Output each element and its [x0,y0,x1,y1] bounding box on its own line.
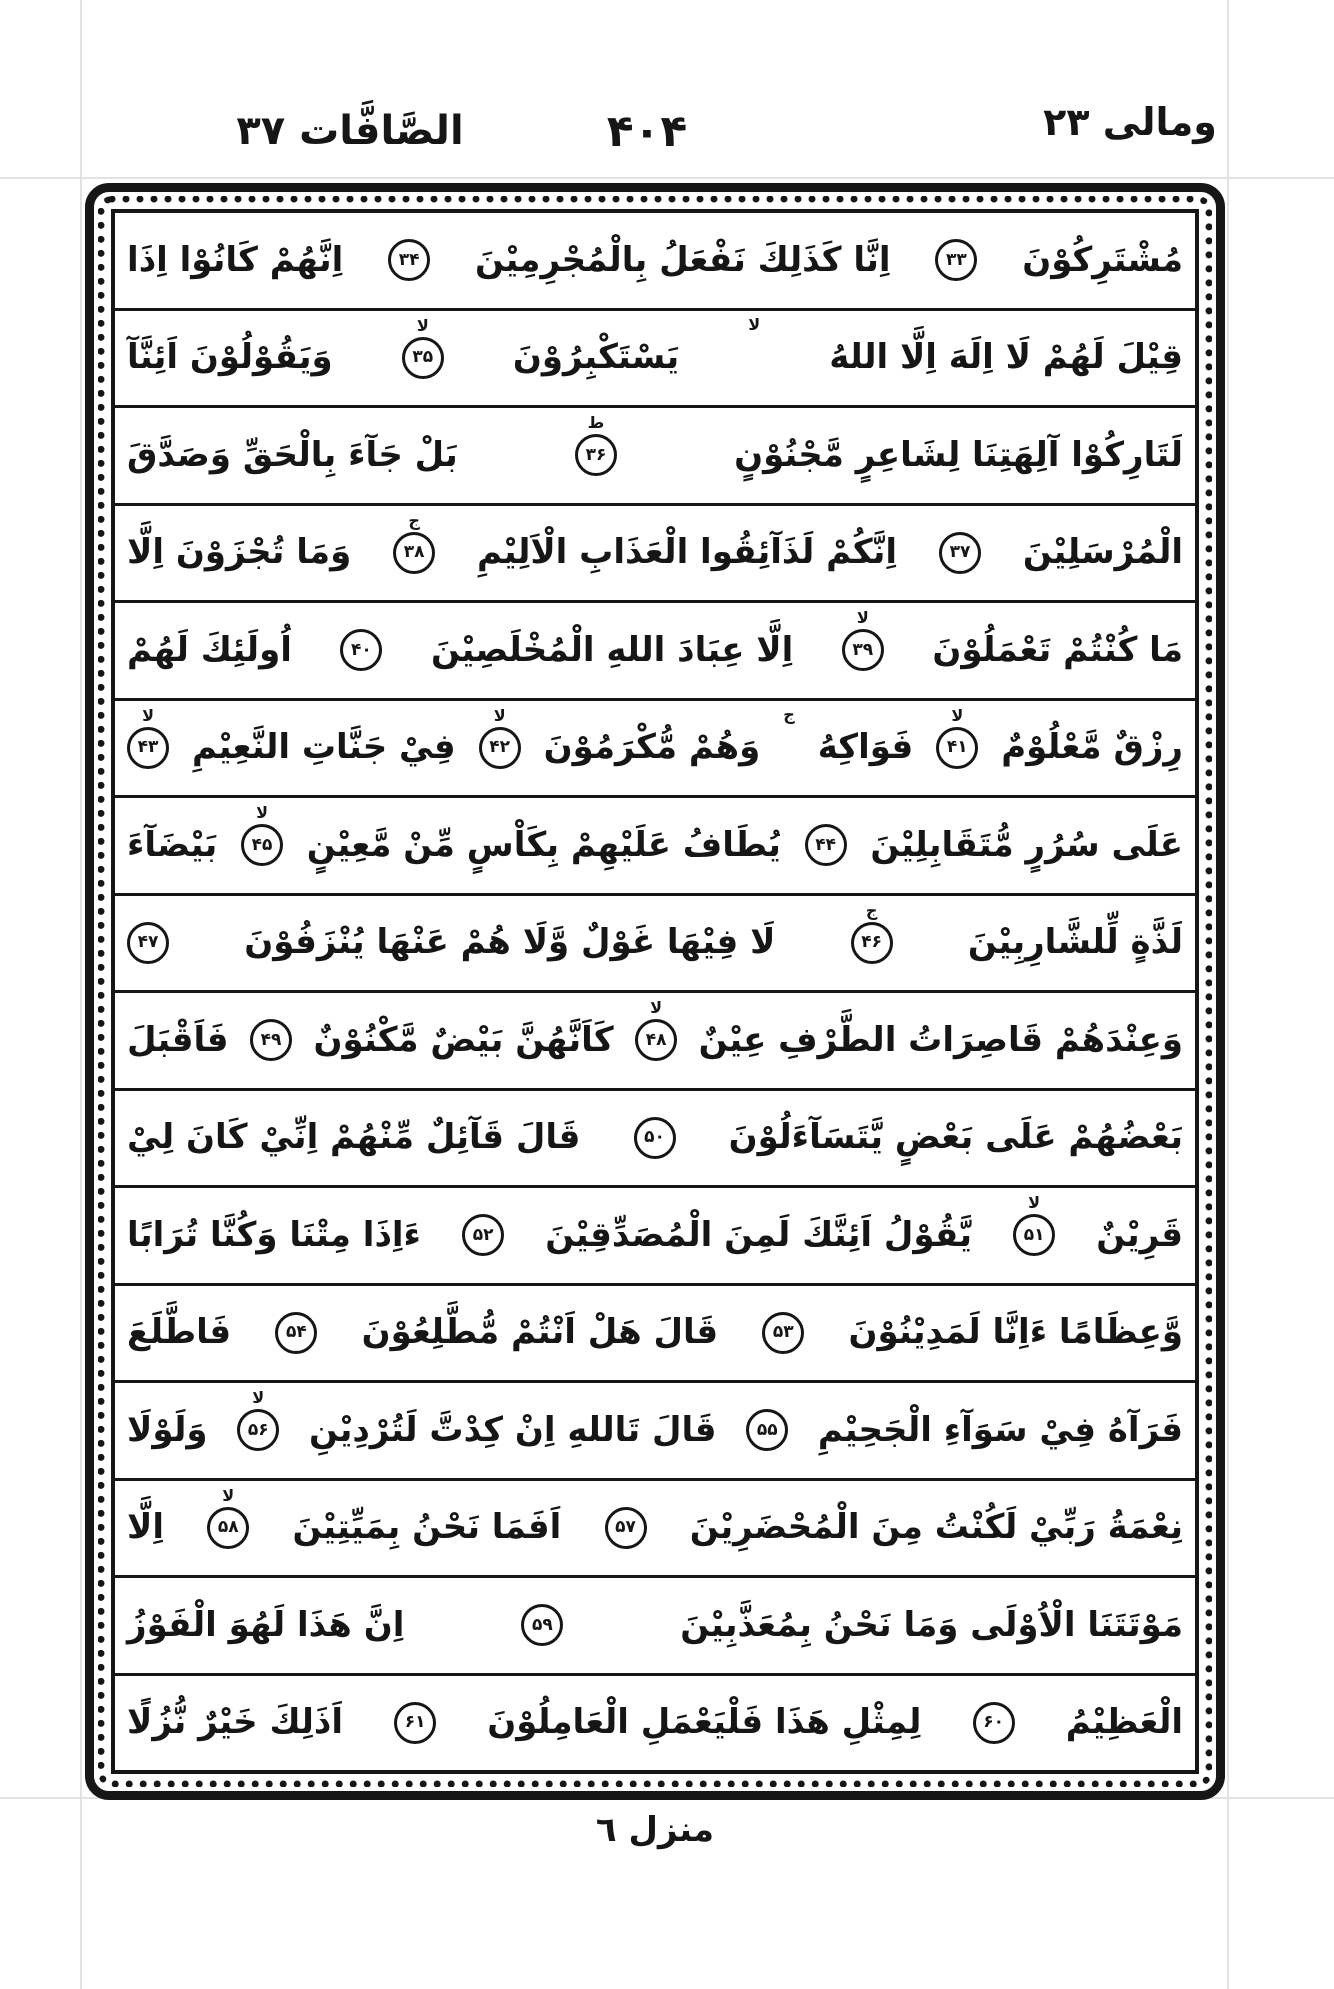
ayah-number: ۴۸ [645,1029,667,1050]
quran-line [115,896,1195,994]
ayah-text: وَهُمْ مُّكْرَمُوْنَ [543,727,761,768]
ayah-text: قَالَ تَاللهِ اِنْ كِدْتَّ لَتُرْدِيْنِ [308,1409,717,1450]
ayah-end-marker [936,705,978,769]
ayah-number: ۳۴ [398,249,420,270]
waqf-mark: لا [951,705,964,725]
surah-title: الصَّافَّات ٣٧ [236,108,464,154]
ayah-text: رِزْقٌ مَّعْلُوْمٌ [1001,727,1183,768]
ayah-text: فِيْ جَنَّاتِ النَّعِيْمِ [192,727,456,768]
manzil-label: منزل ٦ [595,1810,715,1850]
ayah-end-marker [635,998,677,1061]
ayah-end-marker [805,824,847,866]
ayah-text: اِلَّا [127,1507,164,1548]
ayah-text: الْمُرْسَلِيْنَ [1022,532,1183,573]
ayah-end-marker [237,1388,279,1451]
ayah-number: ۴۵ [251,834,273,855]
ayah-number: ۳۸ [403,542,425,563]
quran-line [115,506,1195,604]
ayah-number: ۴۹ [260,1029,282,1050]
ayah-end-marker [575,413,617,476]
page-fold-line-top [0,177,1334,179]
ayah-end-marker [340,629,382,671]
quran-line [115,603,1195,701]
quran-line [115,213,1195,311]
ayah-text: فَرَآهُ فِيْ سَوَآءِ الْجَحِيْمِ [817,1409,1183,1450]
ayah-text: وَلَوْلَا [127,1409,208,1450]
ayah-end-marker [250,1019,292,1061]
ayah-number: ۵۴ [286,1322,307,1343]
ayah-number: ۵۰ [644,1127,665,1148]
ayah-text: اَفَمَا نَحْنُ بِمَيِّتِيْنَ [292,1507,562,1548]
ayah-number: ۵۷ [615,1517,636,1538]
waqf-mark: لا [650,998,663,1018]
ayah-text: بَيْضَآءَ [127,824,218,865]
ayah-text: وَيَقُوْلُوْنَ اَئِنَّآ [127,337,333,378]
ayah-text: اُولَئِكَ لَهُمْ [127,629,292,670]
quran-line [115,798,1195,896]
waqf-mark: لا [1028,1193,1041,1213]
ayah-text: اِنَّكُمْ لَذَآئِقُوا الْعَذَابِ الْاَلِيْمِ [477,532,898,573]
ayah-text: قَالَ قَآئِلٌ مِّنْهُمْ اِنِّيْ كَانَ لِيْ [127,1117,581,1158]
ayah-text: قَالَ هَلْ اَنْتُمْ مُّطَّلِعُوْنَ [361,1312,719,1353]
ayah-number: ۴۳ [137,737,159,758]
ayah-number: ۳۳ [946,249,967,270]
waqf-mark: لا [252,1388,265,1408]
ayah-text: فَاَقْبَلَ [127,1019,229,1060]
quran-line [115,993,1195,1091]
ayah-text: الْعَظِيْمُ [1065,1702,1183,1743]
ayah-end-marker [521,1604,563,1646]
quran-line [115,1481,1195,1579]
ayah-end-marker [127,705,169,769]
ayah-end-marker [1013,1193,1055,1256]
waqf-mark: ج [408,510,420,530]
page-edge-line-right [1227,0,1229,1989]
ayah-text: بَلْ جَآءَ بِالْحَقِّ وَصَدَّقَ [127,434,458,475]
ayah-number: ۵۱ [1023,1224,1045,1245]
ayah-text: مَوْتَتَنَا الْاُوْلَى وَمَا نَحْنُ بِمُعَذَّبِيْنَ [680,1604,1183,1645]
ayah-end-marker [935,239,977,281]
ayah-number: ۶۱ [404,1712,426,1733]
ayah-text: فَوَاكِهُ [817,727,914,768]
ayah-text: وَمَا تُجْزَوْنَ اِلَّا [127,532,352,573]
bead-border [98,196,1212,1787]
waqf-mark: لا [222,1485,235,1505]
ayah-end-marker [842,608,884,671]
ayah-text: قَرِيْنٌ [1096,1214,1183,1255]
ayah-number: ۵۵ [756,1419,778,1440]
ayah-text: لَا فِيْهَا غَوْلٌ وَّلَا هُمْ عَنْهَا يُنْزَفُوْنَ [244,922,776,963]
ayah-number: ۴۲ [489,737,511,758]
quran-line [115,1286,1195,1384]
waqf-mark: لا [256,803,268,823]
waqf-mark: لا [493,705,506,725]
ayah-text: فَاطَّلَعَ [127,1312,232,1353]
ayah-text: اِلَّا عِبَادَ اللهِ الْمُخْلَصِيْنَ [430,629,794,670]
ayah-text: لَذَّةٍ لِّلشَّارِبِيْنَ [967,922,1183,963]
page-number: ۴۰۴ [606,106,688,157]
ayah-text: قِيْلَ لَهُمْ لَا اِلَهَ اِلَّا اللهُ [829,337,1183,378]
ayah-end-marker [388,239,430,281]
ayah-end-marker [746,1409,788,1451]
ayah-number: ۳۹ [852,639,874,660]
quran-line [115,701,1195,799]
waqf-mark: لا [856,608,869,628]
ayah-number: ۵۹ [531,1614,553,1635]
ayah-text: مَا كُنْتُمْ تَعْمَلُوْنَ [932,629,1183,670]
page-border-frame [85,183,1225,1800]
ayah-number: ۵۳ [772,1322,794,1343]
ayah-number: ۵۲ [472,1224,494,1245]
ayah-text: اَذَلِكَ خَيْرٌ نُّزُلًا [127,1702,343,1743]
ayah-number: ۵۸ [217,1517,239,1538]
ayah-text: وَعِنْدَهُمْ قَاصِرَاتُ الطَّرْفِ عِيْنٌ [698,1019,1183,1060]
ayah-end-marker [851,900,893,964]
quran-line [115,1676,1195,1771]
ayah-end-marker [605,1507,647,1549]
ayah-text: كَاَنَّهُنَّ بَيْضٌ مَّكْنُوْنٌ [313,1019,614,1060]
page-edge-line-left [80,0,82,1989]
ayah-end-marker [479,705,521,769]
ayah-end-marker [394,1702,436,1744]
waqf-mark: ط [587,413,605,433]
ayah-text: لَتَارِكُوْا آلِهَتِنَا لِشَاعِرٍ مَّجْنُوْنٍ [734,434,1183,475]
quran-line [115,408,1195,506]
quran-line [115,1383,1195,1481]
ayah-end-marker [402,315,444,379]
quran-line [115,1578,1195,1676]
ayah-text: يُطَافُ عَلَيْهِمْ بِكَاْسٍ مِّنْ مَّعِيْنٍ [306,824,781,865]
ayah-number: ۵۶ [247,1419,269,1440]
ayah-text: بَعْضُهُمْ عَلَى بَعْضٍ يَّتَسَآءَلُوْنَ [728,1117,1183,1158]
ayah-end-marker [939,532,981,574]
ayah-text: اِنَّ هَذَا لَهُوَ الْفَوْزُ [127,1604,405,1645]
text-rows [111,209,1199,1774]
quran-line [115,1188,1195,1286]
waqf-mark: لا [416,315,429,335]
ayah-number: ۶۰ [983,1712,1004,1733]
ayah-text: عَلَى سُرُرٍ مُّتَقَابِلِيْنَ [870,824,1183,865]
ayah-number: ۳۶ [585,444,607,465]
ayah-number: ۴۱ [946,737,968,758]
ayah-text: نِعْمَةُ رَبِّيْ لَكُنْتُ مِنَ الْمُحْضَرِيْنَ [689,1507,1183,1548]
ayah-text: يَّقُوْلُ اَئِنَّكَ لَمِنَ الْمُصَدِّقِيْنَ [545,1214,972,1255]
ayah-end-marker [762,1312,804,1354]
ayah-number: ۴۶ [861,932,883,953]
quran-line [115,311,1195,409]
ayah-end-marker [241,803,283,866]
ayah-text: ءَاِذَا مِتْنَا وَكُنَّا تُرَابًا [127,1214,421,1255]
ayah-text: اِنَّا كَذَلِكَ نَفْعَلُ بِالْمُجْرِمِيْنَ [474,239,891,280]
ayah-number: ۳۷ [949,542,971,563]
ayah-text: لِمِثْلِ هَذَا فَلْيَعْمَلِ الْعَامِلُوْنَ [487,1702,922,1743]
waqf-mark: لا [748,314,761,334]
ayah-end-marker [634,1117,676,1159]
ayah-end-marker [207,1485,249,1549]
ayah-text: مُشْتَرِكُوْنَ [1022,239,1183,280]
ayah-end-marker [462,1214,504,1256]
waqf-mark: ج [783,704,795,724]
ayah-end-marker [127,922,169,964]
ayah-number: ۴۴ [815,834,837,855]
ayah-text: اِنَّهُمْ كَانُوْا اِذَا [127,239,344,280]
ayah-text: يَسْتَكْبِرُوْنَ [512,337,680,378]
ayah-end-marker [275,1312,317,1354]
ayah-text: وَّعِظَامًا ءَاِنَّا لَمَدِيْنُوْنَ [848,1312,1183,1353]
waqf-mark: لا [142,705,155,725]
ayah-number: ۳۵ [412,347,434,368]
juz-title: ومالی ٢٣ [1043,100,1217,144]
quran-line [115,1091,1195,1189]
ayah-number: ۴۷ [137,932,159,953]
waqf-mark: ج [865,900,878,920]
ayah-number: ۴۰ [351,639,372,660]
ayah-end-marker [973,1702,1015,1744]
ayah-end-marker [393,510,435,574]
